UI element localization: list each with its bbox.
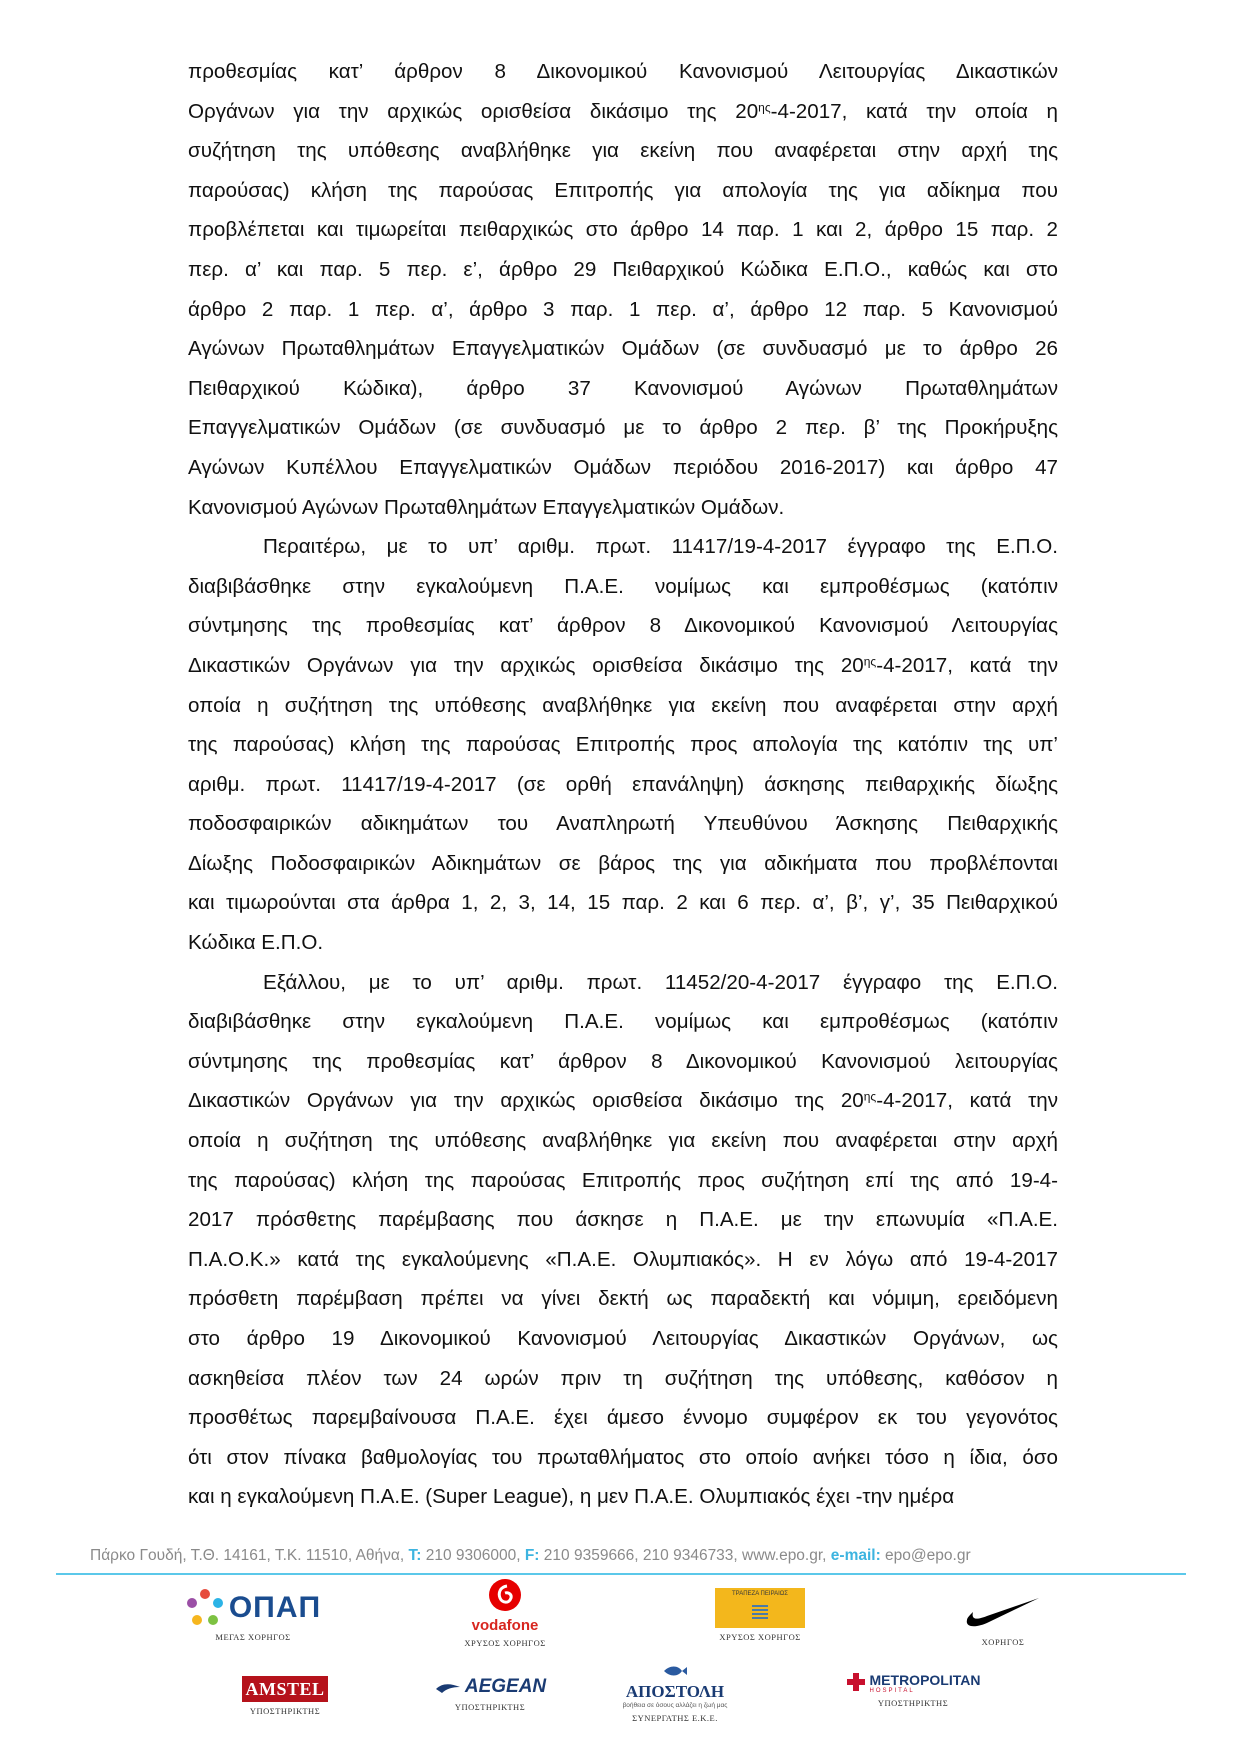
document-body [188, 52, 1058, 1517]
aegean-bird-icon [434, 1679, 462, 1695]
text-line: πρόσθετη παρέμβαση πρέπει να γίνει δεκτή ως παραδεκτή και νόμιμη, ερειδόμενη [188, 1287, 1058, 1311]
metropolitan-caption: ΥΠΟΣΤΗΡΙΚΤΗΣ [877, 1698, 949, 1708]
text-line: συζήτηση της υπόθεσης αναβλήθηκε για εκείνη που αναφέρεται στην αρχή της [188, 139, 1058, 163]
text-line: ποδοσφαιρικών αδικημάτων του Αναπληρωτή Υπευθύνου Άσκησης Πειθαρχικής [188, 812, 1058, 836]
sponsor-nike [948, 1592, 1058, 1647]
piraeus-logo [715, 1588, 805, 1628]
text-line: 2017 πρόσθετης παρέμβασης που άσκησε η Π.Α.Ε. με την επωνυμία «Π.Α.Ε. [188, 1208, 1058, 1232]
text-line: της παρούσας) κλήση της παρούσας Επιτροπής προς συζήτηση επί της από 19-4- [188, 1168, 1058, 1192]
sponsor-apostoli [600, 1664, 750, 1723]
text-line: και η εγκαλούμενη Π.Α.Ε. (Super League), η μεν Π.Α.Ε. Ολυμπιακός έχει -την ημέρα [188, 1485, 955, 1509]
text-line: σύντμησης της προθεσμίας κατ’ άρθρον 8 Δικονομικού Κανονισμού λειτουργίας [188, 1049, 1058, 1073]
sponsor-aegean [420, 1676, 560, 1712]
text-line: περ. α’ και παρ. 5 περ. ε’, άρθρο 29 Πειθαρχικού Κώδικα Ε.Π.Ο., καθώς και στο [188, 257, 1058, 281]
text-line: Αγώνων Κυπέλλου Επαγγελματικών Ομάδων περιόδου 2016-2017) και άρθρο 47 [188, 455, 1058, 479]
apostoli-caption: ΣΥΝΕΡΓΑΤΗΣ Ε.Κ.Ε. [632, 1713, 718, 1723]
text-line: προθεσμίας κατ’ άρθρον 8 Δικονομικού Κανονισμού Λειτουργίας Δικαστικών [188, 60, 1058, 83]
text-line: Οργάνων για την αρχικώς ορισθείσα δικάσιμο της $20^{\eta\varsigma}-4-2017$, κατά την οποία η [188, 99, 1058, 123]
apostoli-logo-text: ΑΠΟΣΤΟΛΗ [625, 1682, 725, 1701]
piraeus-caption: ΧΡΥΣΟΣ ΧΟΡΗΓΟΣ [719, 1632, 801, 1642]
text-line: άρθρο 2 παρ. 1 περ. α’, άρθρο 3 παρ. 1 περ. α’, άρθρο 12 παρ. 5 Κανονισμού [188, 297, 1058, 321]
opap-star-icon [185, 1588, 225, 1628]
text-line: και τιμωρούνται στα άρθρα 1, 2, 3, 14, 15 παρ. 2 και 6 περ. α’, β’, γ’, 35 Πειθαρχικού [188, 891, 1058, 915]
superscript-suffix: ης [863, 1089, 877, 1104]
text-line: διαβιβάσθηκε στην εγκαλούμενη Π.Α.Ε. νομίμως και εμπροθέσμως (κατόπιν [188, 1010, 1058, 1034]
aegean-logo-text: AEGEAN [464, 1676, 547, 1697]
footer-email-label: e-mail: [830, 1547, 881, 1564]
aegean-caption: ΥΠΟΣΤΗΡΙΚΤΗΣ [454, 1702, 526, 1712]
footer-tel-label: T: [408, 1547, 422, 1564]
vodafone-caption: ΧΡΥΣΟΣ ΧΟΡΗΓΟΣ [464, 1638, 546, 1648]
sponsor-vodafone [440, 1578, 570, 1648]
text-line: Περαιτέρω, με το υπ’ αριθμ. πρωτ. 11417/19-4-2017 έγγραφο της Ε.Π.Ο. [263, 535, 1058, 559]
sponsor-opap [178, 1588, 328, 1642]
text-line: οποία η συζήτηση της υπόθεσης αναβλήθηκε για εκείνη που αναφέρεται στην αρχή [188, 1129, 1058, 1153]
footer-divider [56, 1573, 1186, 1575]
nike-caption: ΧΟΡΗΓΟΣ [981, 1637, 1025, 1647]
text-line: σύντμησης της προθεσμίας κατ’ άρθρον 8 Δικονομικού Κανονισμού Λειτουργίας [188, 614, 1058, 638]
text-line: της παρούσας) κλήση της παρούσας Επιτροπής προς απολογία της κατόπιν της υπ’ [188, 733, 1058, 757]
nike-swoosh-icon [965, 1592, 1041, 1628]
footer-address [90, 1547, 1190, 1565]
text-line: ασκηθείσα πλέον των 24 ωρών πριν τη συζήτηση της υπόθεσης, καθόσον η [188, 1366, 1058, 1390]
amstel-caption: ΥΠΟΣΤΗΡΙΚΤΗΣ [249, 1706, 321, 1716]
text-line: στο άρθρο 19 Δικονομικού Κανονισμού Λειτουργίας Δικαστικών Οργάνων, ως [188, 1327, 1058, 1350]
text-line: Πειθαρχικού Κώδικα), άρθρο 37 Κανονισμού Αγώνων Πρωταθλημάτων [188, 376, 1058, 400]
piraeus-logo-text: ΤΡΑΠΕΖΑ ΠΕΙΡΑΙΩΣ [732, 1591, 788, 1597]
metropolitan-logo-sub: HOSPITAL [869, 1687, 915, 1694]
text-line: προσθέτως παρεμβαίνουσα Π.Α.Ε. έχει άμεσο έννομο συμφέρον εκ του γεγονότος [188, 1406, 1058, 1430]
text-line: Δικαστικών Οργάνων για την αρχικώς ορισθείσα δικάσιμο της $20^{\eta\varsigma}-4-2017$, κατά την [188, 1089, 1059, 1113]
footer-email-value: epo@epo.gr [880, 1547, 971, 1564]
vodafone-logo-text: vodafone [471, 1617, 539, 1634]
metropolitan-logo-text: METROPOLITAN [869, 1671, 981, 1688]
footer-fax-label: F: [524, 1547, 540, 1564]
text-line: αριθμ. πρωτ. 11417/19-4-2017 (σε ορθή επανάληψη) άσκησης πειθαρχικής δίωξης [188, 772, 1058, 796]
text-line: Αγώνων Πρωταθλημάτων Επαγγελματικών Ομάδων (σε συνδυασμό με το άρθρο 26 [188, 337, 1058, 361]
text-line: προβλέπεται και τιμωρείται πειθαρχικώς στο άρθρο 14 παρ. 1 και 2, άρθρο 15 παρ. 2 [188, 218, 1058, 242]
sponsor-amstel [230, 1676, 340, 1716]
text-line: ότι στον πίνακα βαθμολογίας του πρωταθλήματος στο οποίο ανήκει τόσο η ίδια, όσο [188, 1445, 1058, 1469]
footer-fax-value: 210 9359666, 210 9346733, www.epo.gr, [539, 1547, 831, 1564]
footer-address-text: Πάρκο Γουδή, Τ.Θ. 14161, Τ.Κ. 11510, Αθήνα, [90, 1547, 409, 1564]
footer-tel-value: 210 9306000, [421, 1547, 525, 1564]
vodafone-logo-icon [488, 1578, 522, 1612]
superscript-suffix: ης [758, 100, 771, 114]
superscript-suffix: ης [863, 654, 877, 669]
text-line: διαβιβάσθηκε στην εγκαλούμενη Π.Α.Ε. νομίμως και εμπροθέσμως (κατόπιν [188, 574, 1058, 598]
text-line: Εξάλλου, με το υπ’ αριθμ. πρωτ. 11452/20-4-2017 έγγραφο της Ε.Π.Ο. [263, 970, 1058, 994]
amstel-logo: AMSTEL [242, 1676, 328, 1702]
apostoli-tagline: βοήθεια σε όσους αλλάζει η ζωή μας [622, 1702, 728, 1709]
piraeus-emblem-icon [750, 1604, 770, 1620]
text-line: παρούσας) κλήση της παρούσας Επιτροπής για απολογία της για αδίκημα που [188, 178, 1058, 202]
text-line: Δικαστικών Οργάνων για την αρχικώς ορισθείσα δικάσιμο της $20^{\eta\varsigma}-4-2017$, κατά την [188, 653, 1059, 677]
text-line: Επαγγελματικών Ομάδων (σε συνδυασμό με το άρθρο 2 περ. β’ της Προκήρυξης [188, 416, 1058, 440]
opap-caption: ΜΕΓΑΣ ΧΟΡΗΓΟΣ [215, 1632, 291, 1642]
apostoli-fish-icon [662, 1665, 688, 1677]
text-line: Κώδικα Ε.Π.Ο. [188, 931, 324, 955]
text-line: οποία η συζήτηση της υπόθεσης αναβλήθηκε για εκείνη που αναφέρεται στην αρχή [188, 693, 1058, 717]
sponsor-piraeus [700, 1588, 820, 1642]
text-line: Κανονισμού Αγώνων Πρωταθλημάτων Επαγγελματικών Ομάδων. [188, 495, 785, 519]
sponsor-metropolitan [838, 1672, 988, 1708]
metropolitan-cross-icon [846, 1672, 866, 1694]
text-line: Δίωξης Ποδοσφαιρικών Αδικημάτων σε βάρος της για αδικήματα που προβλέπονται [188, 851, 1058, 875]
text-line: Π.Α.Ο.Κ.» κατά της εγκαλούμενης «Π.Α.Ε. Ολυμπιακός». Η εν λόγω από 19-4-2017 [188, 1247, 1058, 1271]
opap-logo-text: ΟΠΑΠ [228, 1591, 322, 1624]
